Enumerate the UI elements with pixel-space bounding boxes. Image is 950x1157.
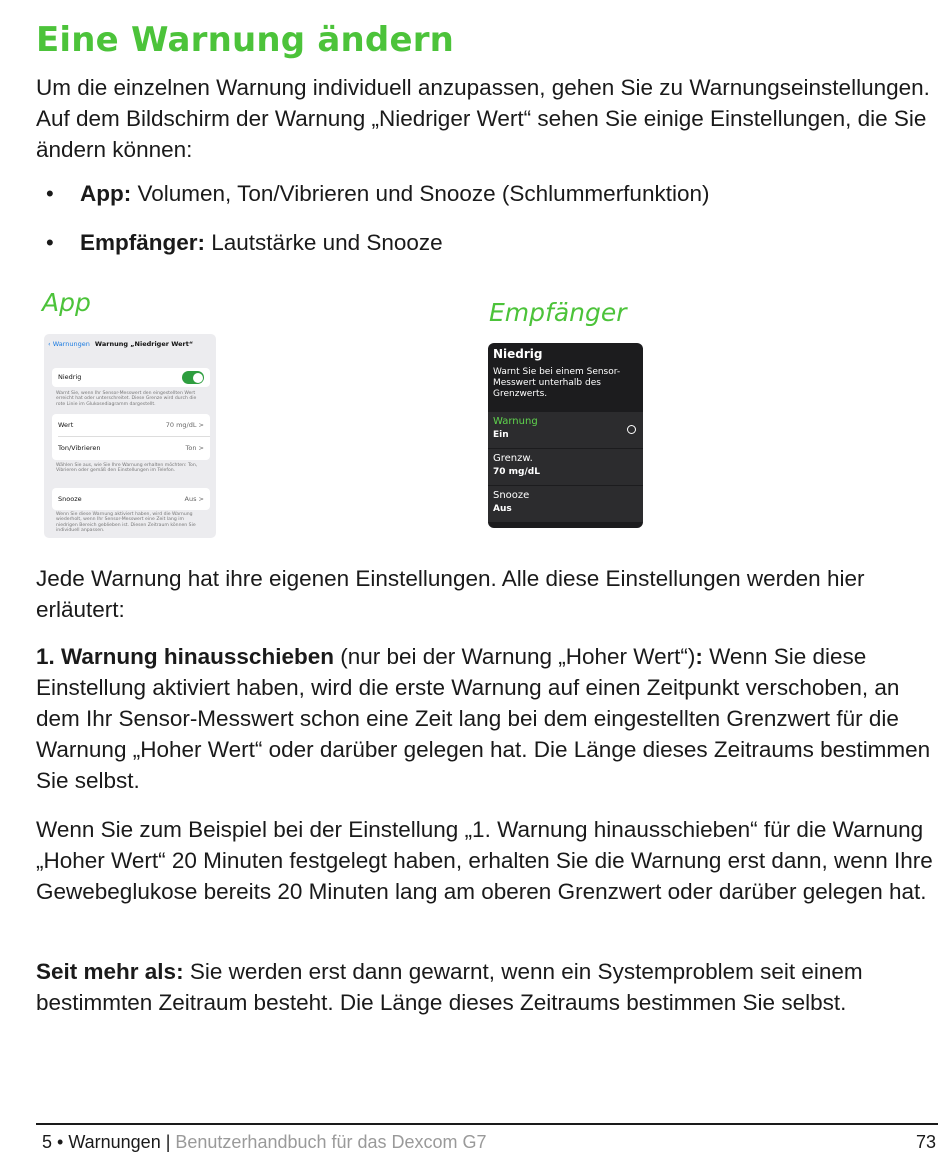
- bullet-label-app: App:: [80, 181, 132, 206]
- app-toggle-card: [52, 368, 210, 387]
- footer-section: [42, 1132, 487, 1153]
- app-screen-title: Warnung „Niedriger Wert“: [94, 340, 194, 348]
- chevron-right-icon: >: [198, 495, 204, 503]
- app-row-ton-label: Ton/Vibrieren: [58, 444, 101, 452]
- app-screenshot: [44, 334, 216, 538]
- figure-label-receiver: Empfänger: [489, 298, 627, 327]
- term-delay-qualifier: (nur bei der Warnung „Hoher Wert“): [333, 644, 696, 669]
- footer-chapter: 5 • Warnungen |: [42, 1132, 176, 1152]
- receiver-item-label: Grenzw.: [493, 453, 533, 464]
- toggle-switch-icon: [182, 371, 204, 384]
- app-row-ton-value: Ton: [185, 444, 197, 452]
- receiver-item-grenzwert: [488, 449, 643, 485]
- receiver-item-value: Ein: [493, 430, 509, 440]
- term-delay-colon: :: [695, 644, 703, 669]
- app-back-link: Warnungen: [52, 340, 90, 348]
- radio-circle-icon: [627, 425, 636, 434]
- term-delay-first-alert: 1. Warnung hinausschieben: [36, 644, 334, 669]
- figure-label-app: App: [42, 288, 91, 317]
- app-toggle-label: Niedrig: [58, 373, 82, 381]
- app-note-3: Wenn Sie diese Warnung aktiviert haben, wird die Warnung wiederholt, wenn Ihr Sensor-Messwert eine Zeit lang im niedrigen Bereich geblieben ist. Diesen Zeitraum können Sie individuell anpassen.: [56, 512, 196, 534]
- app-nav-bar: [48, 340, 193, 348]
- paragraph-delay-example: Wenn Sie zum Beispiel bei der Einstellung „1. Warnung hinausschieben“ für die Warnung „Hoher Wert“ 20 Minuten festgelegt haben, erhalten Sie die Warnung erst dann, wenn Ihre Gewebeglukose bereits 20 Minuten lang am oberen Grenzwert oder darüber gelegen hat.: [36, 817, 933, 904]
- receiver-item-label: Snooze: [493, 490, 530, 501]
- bullet-item-receiver: [36, 227, 916, 258]
- chevron-right-icon: >: [198, 444, 204, 452]
- definition-longer-than: Sie werden erst dann gewarnt, wenn ein Systemproblem seit einem bestimmten Zeitraum besteht. Die Länge dieses Zeitraums bestimmen Sie selbst.: [36, 959, 863, 1015]
- footer-divider: [36, 1123, 938, 1125]
- receiver-item-label: Warnung: [493, 416, 538, 427]
- receiver-description: Warnt Sie bei einem Sensor-Messwert unterhalb des Grenzwerts.: [493, 367, 621, 399]
- receiver-item-snooze: [488, 486, 643, 522]
- receiver-screenshot: [488, 343, 643, 528]
- app-row-wert-value: 70 mg/dL: [165, 421, 197, 429]
- divider: [58, 436, 210, 437]
- page-number: 73: [915, 1132, 936, 1152]
- settings-bullet-list: [36, 178, 916, 276]
- footer-manual-title: Benutzerhandbuch für das Dexcom G7: [175, 1132, 487, 1152]
- page-title: Eine Warnung ändern: [36, 20, 455, 60]
- app-snooze-card: [52, 488, 210, 510]
- paragraph-longer-than: [36, 956, 941, 1018]
- app-settings-card: [52, 414, 210, 460]
- app-note-1: Warnt Sie, wenn Ihr Sensor-Messwert den eingestellten Wert erreicht hat oder unterschreitet. Diese Grenze wird durch die rote Linie im Glukosediagramm dargestellt.: [56, 391, 197, 407]
- definition-delay-first-alert: Wenn Sie diese Einstellung aktiviert haben, wird die erste Warnung auf einen Zeitpunkt verschoben, an dem Ihr Sensor-Messwert schon eine Zeit lang bei dem eingestellten Grenzwert für die Warnung „Hoher Wert“ oder darüber gelegen hat. Die Länge dieses Zeitraums bestimmen Sie selbst.: [36, 644, 931, 793]
- intro-paragraph: Um die einzelnen Warnung individuell anzupassen, gehen Sie zu Warnungseinstellungen. Auf dem Bildschirm der Warnung „Niedriger Wert“ sehen Sie einige Einstellungen, die Sie ändern können:: [36, 75, 930, 162]
- receiver-item-value: 70 mg/dL: [493, 467, 540, 477]
- receiver-item-value: Aus: [493, 504, 512, 514]
- bullet-text-receiver: Lautstärke und Snooze: [205, 230, 443, 255]
- app-note-2: Wählen Sie aus, wie Sie Ihre Warnung erhalten möchten: Ton, Vibrieren oder gemäß den Einstellungen im Telefon.: [56, 463, 198, 474]
- bullet-label-receiver: Empfänger:: [80, 230, 206, 255]
- paragraph-settings-intro: Jede Warnung hat ihre eigenen Einstellungen. Alle diese Einstellungen werden hier erläutert:: [36, 566, 865, 622]
- chevron-left-icon: ‹: [48, 340, 51, 348]
- bullet-item-app: [36, 178, 916, 209]
- app-row-wert-label: Wert: [58, 421, 74, 429]
- bullet-text-app: Volumen, Ton/Vibrieren und Snooze (Schlummerfunktion): [131, 181, 710, 206]
- receiver-item-warnung: [488, 412, 643, 448]
- app-row-snooze-label: Snooze: [58, 495, 82, 503]
- receiver-heading: Niedrig: [493, 347, 543, 361]
- paragraph-delay-first-alert: [36, 641, 941, 796]
- term-longer-than: Seit mehr als:: [36, 959, 184, 984]
- app-row-snooze-value: Aus: [184, 495, 197, 503]
- chevron-right-icon: >: [198, 421, 204, 429]
